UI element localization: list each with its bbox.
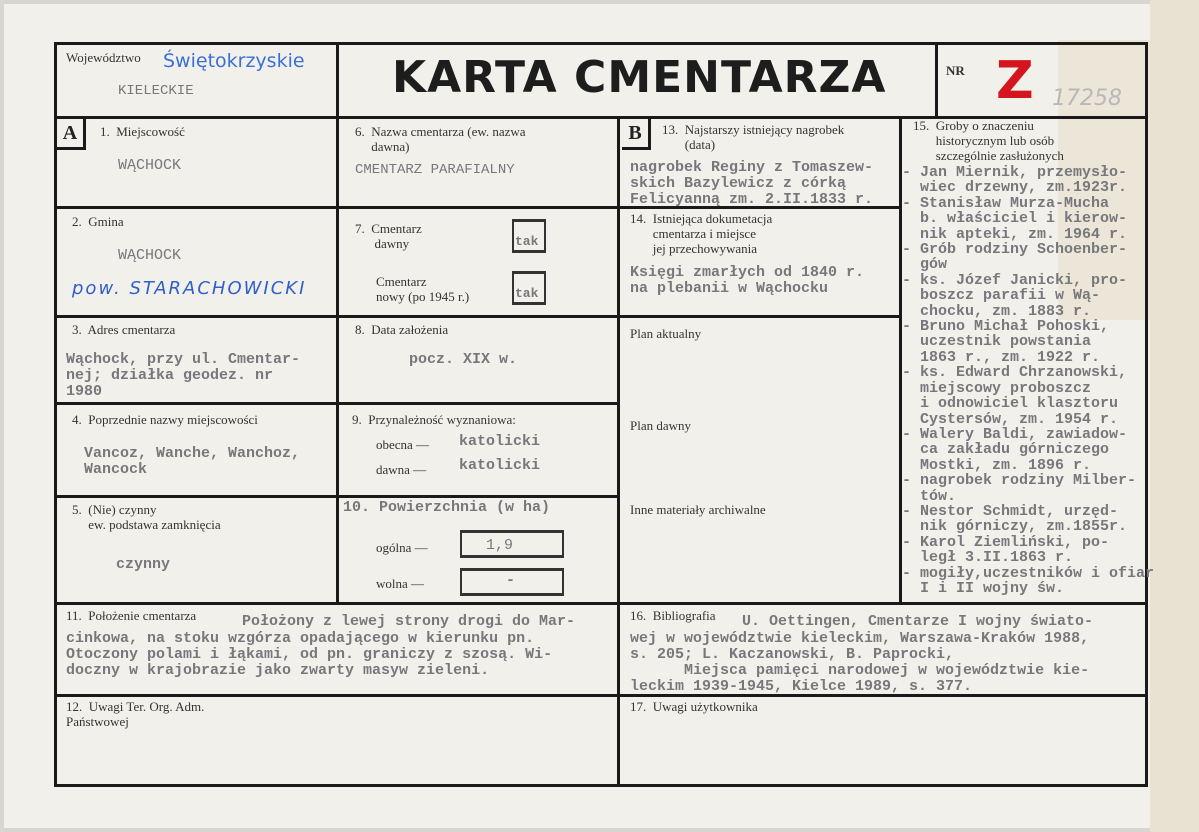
field-3-label: 3. Adres cmentarza — [72, 322, 176, 337]
field-9-current-label: obecna — — [376, 437, 430, 452]
field-11-label: 11. Położenie cmentarza — [66, 608, 197, 623]
field-6-label: 6. Nazwa cmentarza (ew. nazwa dawna) — [355, 124, 526, 154]
field-10-free-label: wolna — — [376, 576, 425, 591]
field-17-label: 17. Uwagi użytkownika — [630, 699, 758, 714]
field-13-value: nagrobek Reginy z Tomaszew- skich Bazylewicz z córką Felicyanną zm. 2.II.1833 r. — [630, 159, 874, 208]
field-15-value: - Jan Miernik, przemysło- wiec drzewny, zm.1923r. - Stanisław Murza-Mucha b. właściciel i kierow- nik apteki, zm. 1964 r. - Grób rodziny Schoenber- gów - ks. Józef Janicki, pro- boszcz parafii w Wą- chocku, zm. 1883 r. - Bruno Michał Pohoski, uczestnik powstania 1863 r., zm. 1922 r. - ks. Edward Chrzanowski, miejscowy proboszcz i odnowiciel klasztoru Cystersów, zm. 1954 r. - Walery Baldi, zawiadow- ca zakładu górniczego Mostki, zm. 1896 r. - nagrobek rodziny Milber- tów. - Nestor Schmidt, urzęd- nik górniczy, zm.1855r. - Karol Ziemliński, po- legł 3.II.1863 r. - mogiły,uczestników i ofiar I i II wojny św. — [902, 164, 1155, 597]
field-9-current-value: katolicki — [459, 433, 541, 450]
field-1-label: 1. Miejscowość — [100, 124, 185, 139]
field-16-value-first: U. Oettingen, Cmentarze I wojny świato- — [742, 613, 1094, 630]
area-free-value: - — [506, 572, 516, 589]
field-4-label: 4. Poprzednie nazwy miejscowości — [72, 412, 258, 427]
field-14-label: 14. Istniejąca dokumetacja cmentarza i miejsce jej przechowywania — [630, 211, 773, 256]
field-7-new-label: Cmentarz nowy (po 1945 r.) — [376, 274, 470, 304]
field-7-label: 7. Cmentarz dawny — [355, 221, 422, 251]
wojewodztwo-stamp: Świętokrzyskie — [163, 50, 305, 72]
field-16-value: wej w województwie kieleckim, Warszawa-Kraków 1988, s. 205; L. Kaczanowski, B. Paprocki, Miejsca pamięci narodowej w województwie kie- leckim 1939-1945, Kielce 1989, s. 377. — [630, 630, 1090, 695]
page-title: KARTA CMENTARZA — [392, 52, 887, 103]
field-1-value: WĄCHOCK — [118, 157, 182, 174]
section-b-marker: B — [622, 119, 651, 150]
field-9-former-label: dawna — — [376, 462, 427, 477]
new-cemetery-checkbox — [512, 271, 546, 305]
wojewodztwo-label: Województwo — [66, 50, 141, 65]
field-10-label: 10. Powierzchnia (w ha) — [343, 499, 551, 516]
field-15-label: 15. Groby o znaczeniu historycznym lub osób szczególnie zasłużonych — [913, 118, 1064, 163]
field-11-value: cinkowa, na stoku wzgórza opadającego w kierunku pn. Otoczony polami i łąkami, od pn. graniczy z szosą. Wi- doczny w krajobrazie jako zwarty masyw zieleni. — [66, 630, 553, 679]
field-3-value: Wąchock, przy ul. Cmentar- nej; działka geodez. nr 1980 — [66, 351, 301, 400]
plan-current-label: Plan aktualny — [630, 326, 702, 341]
field-8-value: pocz. XIX w. — [409, 351, 518, 368]
wojewodztwo-old-value: KIELECKIE — [118, 83, 194, 99]
field-11-value-first: Położony z lewej strony drogi do Mar- — [242, 613, 576, 630]
nr-number: 17258 — [1052, 86, 1122, 111]
new-cemetery-value: tak — [515, 286, 539, 301]
scan-edge — [1150, 0, 1199, 832]
area-total-box — [460, 530, 564, 558]
field-5-value: czynny — [116, 556, 171, 573]
field-5-label: 5. (Nie) czynny ew. podstawa zamknięcia — [72, 502, 221, 532]
field-10-total-label: ogólna — — [376, 540, 428, 555]
other-materials-label: Inne materiały archiwalne — [630, 502, 766, 517]
field-2-value: WĄCHOCK — [118, 247, 182, 264]
old-cemetery-checkbox — [512, 219, 546, 253]
field-13-label: 13. Najstarszy istniejący nagrobek (data) — [662, 122, 845, 152]
field-12-label: 12. Uwagi Ter. Org. Adm. Państwowej — [66, 699, 205, 729]
field-9-label: 9. Przynależność wyznaniowa: — [352, 412, 516, 427]
nr-label: NR — [946, 63, 965, 78]
nr-letter: Z — [996, 51, 1034, 111]
section-a-marker: A — [57, 119, 86, 150]
field-4-value: Vancoz, Wanche, Wanchoz, Wancock — [84, 445, 301, 478]
field-16-label: 16. Bibliografia — [630, 608, 716, 623]
field-14-value: Księgi zmarłych od 1840 r. na plebanii w Wąchocku — [630, 264, 865, 297]
field-9-former-value: katolicki — [459, 457, 541, 474]
area-total-value: 1,9 — [486, 537, 514, 554]
field-8-label: 8. Data założenia — [355, 322, 449, 337]
field-6-value: CMENTARZ PARAFIALNY — [355, 162, 515, 178]
area-free-box — [460, 568, 564, 596]
field-2-label: 2. Gmina — [72, 214, 124, 229]
old-cemetery-value: tak — [515, 234, 539, 249]
field-2-handwritten: pow. STARACHOWICKI — [72, 278, 307, 299]
plan-former-label: Plan dawny — [630, 418, 692, 433]
